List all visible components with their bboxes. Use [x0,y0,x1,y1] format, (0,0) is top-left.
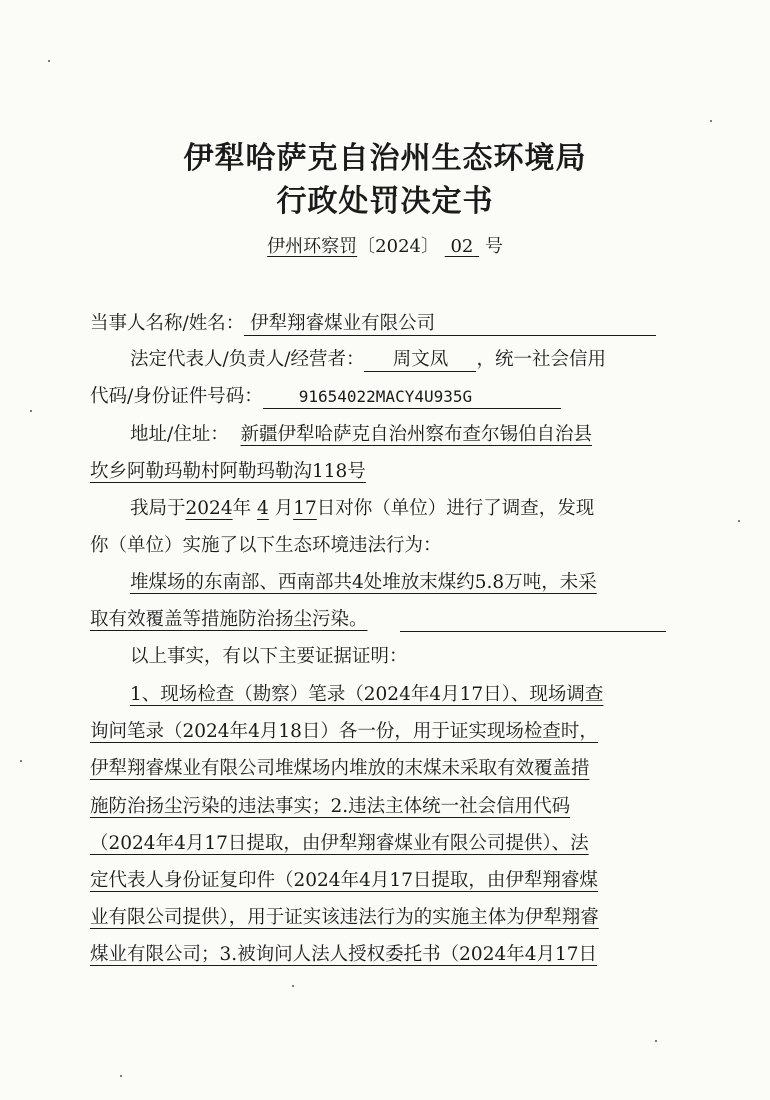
agency-title: 伊犁哈萨克自治州生态环境局 [183,141,587,176]
scan-speck [30,410,32,412]
credit-code-line [90,385,682,409]
address-label: 地址/住址： [130,424,229,445]
credit-code-value: 91654022MACY4U935G [263,386,561,409]
doc-number-year: 〔2024〕 [357,236,439,257]
address-line-2 [90,460,682,484]
evidence-intro: 以上事实，有以下主要证据证明： [130,646,408,667]
evidence-line: （2024年4月17日提取，由伊犁翔睿煤业有限公司提供）、法 [90,833,589,854]
violation-line-2: 取有效覆盖等措施防治扬尘污染。 [90,609,368,630]
violation-line-1: 堆煤场的东南部、西南部共4处堆放末煤约5.8万吨，未采 [130,572,597,593]
scan-speck [48,60,50,62]
representative-label: 法定代表人/负责人/经营者： [130,349,365,370]
party-name-value: 伊犁翔睿煤业有限公司 [244,313,656,336]
evidence-line: 定代表人身份证复印件（2024年4月17日提取，由伊犁翔睿煤 [90,870,598,891]
evidence-line: 业有限公司提供），用于证实该违法行为的实施主体为伊犁翔睿 [90,907,599,928]
evidence-line: 煤业有限公司；3.被询问人法人授权委托书（2024年4月17日 [90,944,598,965]
investigation-month: 4 [257,498,269,519]
evidence-line: 施防治扬尘污染的违法事实；2.违法主体统一社会信用代码 [90,796,571,817]
representative-line [130,348,682,372]
violation-blank-rule [400,631,666,632]
doc-number-value: 02 [450,236,474,257]
investigation-line-1: 我局于2024年 4 月17日对你（单位）进行了调查，发现 [130,498,595,519]
document-number [0,232,770,258]
scan-speck [20,760,22,762]
credit-label-tail: ，统一社会信用 [476,349,606,370]
scan-speck [292,985,294,987]
investigation-year: 2024 [185,498,233,519]
doc-number-suffix: 号 [484,236,503,257]
address-value-2: 坎乡阿勒玛勒村阿勒玛勒沟118号 [90,461,366,482]
doc-number-prefix: 伊州环察罚 [267,236,358,257]
evidence-line: 1、现场检查（勘察）笔录（2024年4月17日）、现场调查 [130,684,604,705]
representative-value: 周文凤 [364,349,476,372]
evidence-line: 询问笔录（2024年4月18日）各一份，用于证实现场检查时， [90,721,598,742]
address-value-1: 新疆伊犁哈萨克自治州察布查尔锡伯自治县 [240,424,593,445]
credit-label-head: 代码/身份证件号码： [90,386,263,407]
investigation-line-2: 你（单位）实施了以下生态环境违法行为： [90,535,442,556]
party-name-line [90,312,682,336]
party-name-label: 当事人名称/姓名： [90,313,245,334]
scan-speck [738,520,740,522]
address-line-1 [130,423,682,447]
investigation-day: 17 [293,498,317,519]
scan-speck [655,1040,657,1042]
evidence-line: 伊犁翔睿煤业有限公司堆煤场内堆放的末煤未采取有效覆盖措 [90,758,590,779]
scan-speck [710,120,712,122]
scan-speck [120,1075,122,1077]
document-title: 行政处罚决定书 [276,184,494,219]
